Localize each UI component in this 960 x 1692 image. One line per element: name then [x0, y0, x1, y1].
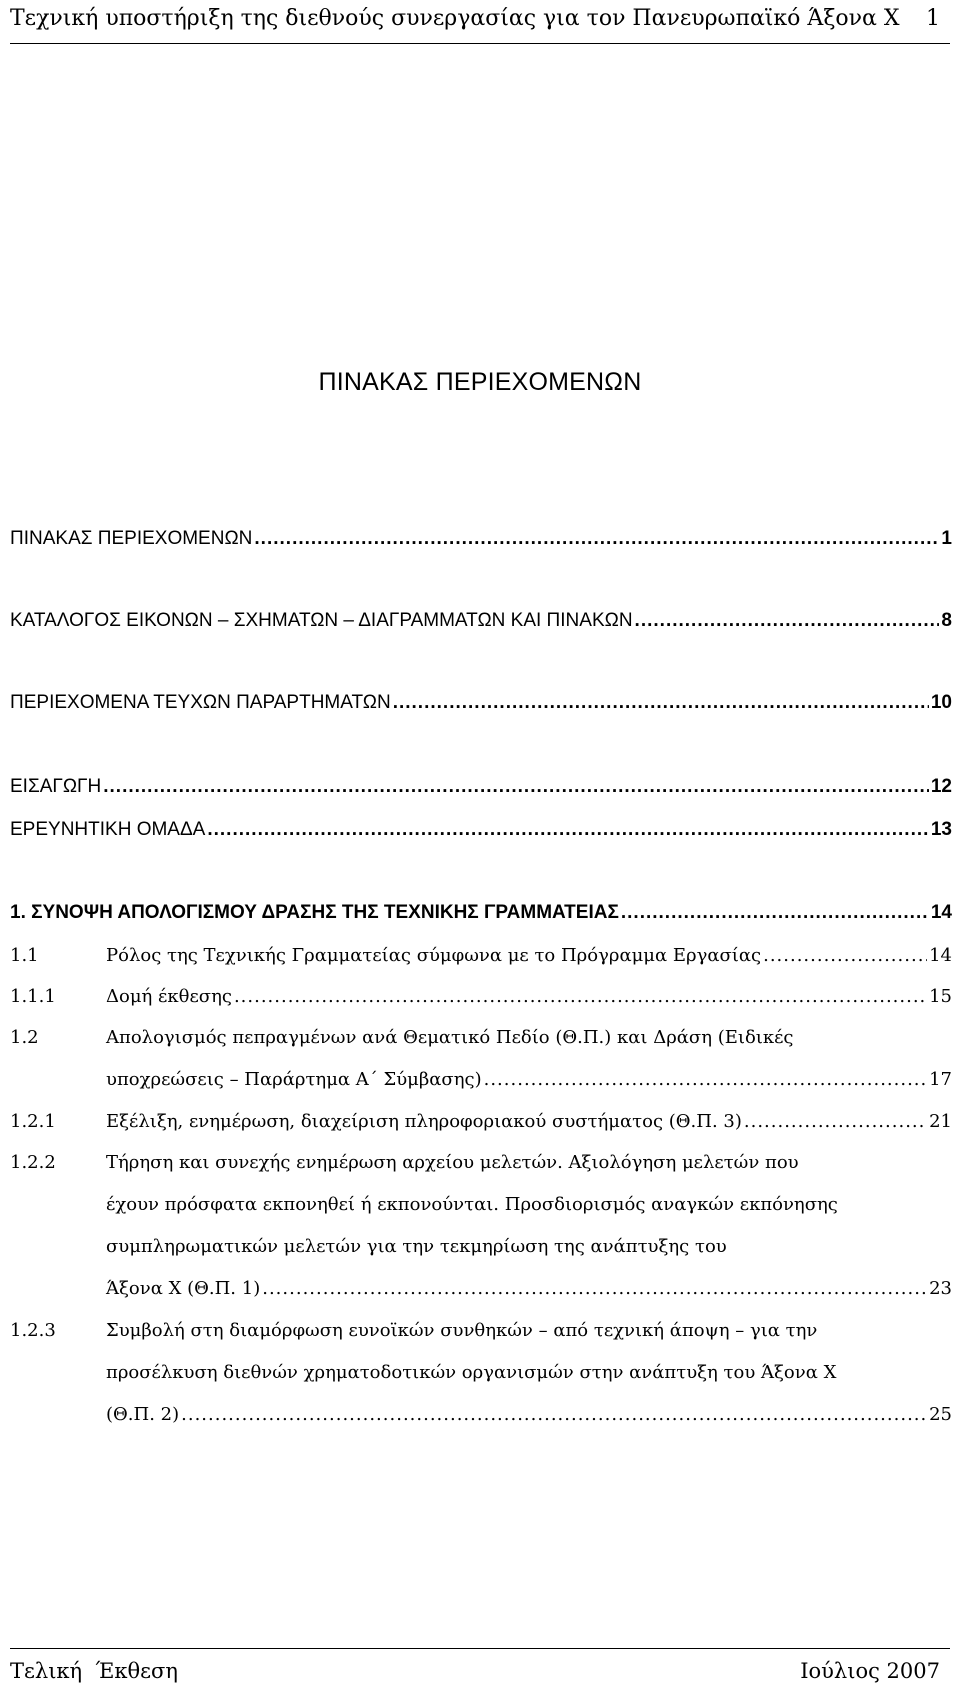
toc-leader-dots — [181, 1404, 927, 1425]
toc-entry-line — [106, 1278, 952, 1299]
toc-entry-text-continued: προσέλκυση διεθνών χρηματοδοτικών οργανισμών στην ανάπτυξη του Άξονα Χ — [106, 1362, 837, 1383]
toc-entry-line — [106, 1069, 952, 1090]
toc-entry-page: 8 — [941, 610, 952, 631]
toc-leader-dots — [103, 776, 929, 798]
toc-entry-line — [10, 1320, 952, 1341]
page-header — [10, 4, 950, 44]
toc-entry-text-continued: (Θ.Π. 2) — [106, 1404, 180, 1425]
toc-leader-dots — [234, 986, 927, 1007]
toc-entry-text-continued: έχουν πρόσφατα εκπονηθεί ή εκπονούνται. Προσδιορισμός αναγκών εκπόνησης — [106, 1194, 838, 1215]
toc-entry-line — [10, 1152, 952, 1173]
toc-leader-dots — [763, 945, 927, 966]
toc-leader-dots — [621, 902, 929, 924]
toc-entry-line — [10, 1027, 952, 1048]
toc-entry-line — [106, 1404, 952, 1425]
toc-entry-text-continued: Άξονα Χ (Θ.Π. 1) — [106, 1278, 261, 1299]
toc-entry-1-2-1[interactable] — [10, 1111, 952, 1132]
toc-entry-page: 17 — [929, 1069, 952, 1090]
toc-entry-1-1[interactable] — [10, 945, 952, 966]
toc-entry-text: ΠΙΝΑΚΑΣ ΠΕΡΙΕΧΟΜΕΝΩΝ — [10, 528, 253, 549]
toc-entry-number: 1.2.1 — [10, 1111, 56, 1132]
toc-entry-appendices[interactable] — [10, 692, 952, 714]
toc-leader-dots — [207, 819, 929, 841]
toc-heading: ΠΙΝΑΚΑΣ ΠΕΡΙΕΧΟΜΕΝΩΝ — [318, 368, 642, 396]
toc-entry-text: 1. ΣΥΝΟΨΗ ΑΠΟΛΟΓΙΣΜΟΥ ΔΡΑΣΗΣ ΤΗΣ ΤΕΧΝΙΚΗΣ ΓΡΑΜΜΑΤΕΙΑΣ — [10, 902, 619, 923]
toc-entry-line — [106, 1362, 952, 1383]
toc-entry-page: 10 — [930, 692, 952, 713]
header-page-number: 1 — [926, 6, 940, 31]
footer-date: Ιούλιος 2007 — [800, 1659, 940, 1683]
toc-entry-text-continued: υποχρεώσεις – Παράρτημα Α΄ Σύμβασης) — [106, 1069, 482, 1090]
toc-entry-text: ΕΙΣΑΓΩΓΗ — [10, 776, 102, 797]
toc-leader-dots — [254, 528, 939, 550]
toc-entry-page: 1 — [941, 528, 952, 549]
toc-entry-chapter-1[interactable] — [10, 902, 952, 924]
toc-entry-number: 1.2 — [10, 1027, 39, 1048]
toc-entry-contents[interactable] — [10, 528, 952, 550]
toc-entry-page: 23 — [929, 1278, 952, 1299]
toc-entry-page: 15 — [929, 986, 952, 1007]
toc-entry-figures-list[interactable] — [10, 610, 952, 632]
toc-entry-text: Εξέλιξη, ενημέρωση, διαχείριση πληροφοριακού συστήματος (Θ.Π. 3) — [106, 1111, 742, 1132]
toc-entry-text: ΚΑΤΑΛΟΓΟΣ ΕΙΚΟΝΩΝ – ΣΧΗΜΑΤΩΝ – ΔΙΑΓΡΑΜΜΑΤΩΝ ΚΑΙ ΠΙΝΑΚΩΝ — [10, 610, 633, 631]
toc-leader-dots — [635, 610, 940, 632]
toc-entry-1-1-1[interactable] — [10, 986, 952, 1007]
toc-entry-text: Ρόλος της Τεχνικής Γραμματείας σύμφωνα με το Πρόγραμμα Εργασίας — [106, 945, 762, 966]
toc-entry-line — [106, 1236, 952, 1257]
toc-entry-page: 13 — [930, 819, 952, 840]
toc-entry-text: Δομή έκθεσης — [106, 986, 232, 1007]
header-title: Τεχνική υποστήριξη της διεθνούς συνεργασίας για τον Πανευρωπαϊκό Άξονα Χ — [10, 6, 900, 31]
toc-entry-page: 21 — [929, 1111, 952, 1132]
footer-report-title: Τελική Έκθεση — [10, 1659, 178, 1683]
toc-entry-number: 1.1.1 — [10, 986, 56, 1007]
page-footer — [10, 1648, 950, 1692]
toc-leader-dots — [744, 1111, 927, 1132]
toc-entry-text: ΠΕΡΙΕΧΟΜΕΝΑ ΤΕΥΧΩΝ ΠΑΡΑΡΤΗΜΑΤΩΝ — [10, 692, 391, 713]
toc-entry-text-continued: συμπληρωματικών μελετών για την τεκμηρίωση της ανάπτυξης του — [106, 1236, 727, 1257]
toc-entry-page: 12 — [930, 776, 952, 797]
toc-entry-introduction[interactable] — [10, 776, 952, 798]
toc-leader-dots — [393, 692, 929, 714]
toc-entry-research-team[interactable] — [10, 819, 952, 841]
toc-entry-line — [106, 1194, 952, 1215]
toc-entry-page: 14 — [929, 945, 952, 966]
toc-entry-page: 25 — [929, 1404, 952, 1425]
toc-entry-text: ΕΡΕΥΝΗΤΙΚΗ ΟΜΑΔΑ — [10, 819, 206, 840]
toc-entry-page: 14 — [930, 902, 952, 923]
toc-entry-number: 1.2.2 — [10, 1152, 56, 1173]
toc-leader-dots — [484, 1069, 927, 1090]
toc-leader-dots — [262, 1278, 927, 1299]
toc-entry-number: 1.2.3 — [10, 1320, 56, 1341]
toc-entry-text: Τήρηση και συνεχής ενημέρωση αρχείου μελετών. Αξιολόγηση μελετών που — [106, 1152, 799, 1173]
toc-entry-text: Συμβολή στη διαμόρφωση ευνοϊκών συνθηκών – από τεχνική άποψη – για την — [106, 1320, 818, 1341]
toc-entry-text: Απολογισμός πεπραγμένων ανά Θεματικό Πεδίο (Θ.Π.) και Δράση (Ειδικές — [106, 1027, 794, 1048]
toc-entry-number: 1.1 — [10, 945, 39, 966]
